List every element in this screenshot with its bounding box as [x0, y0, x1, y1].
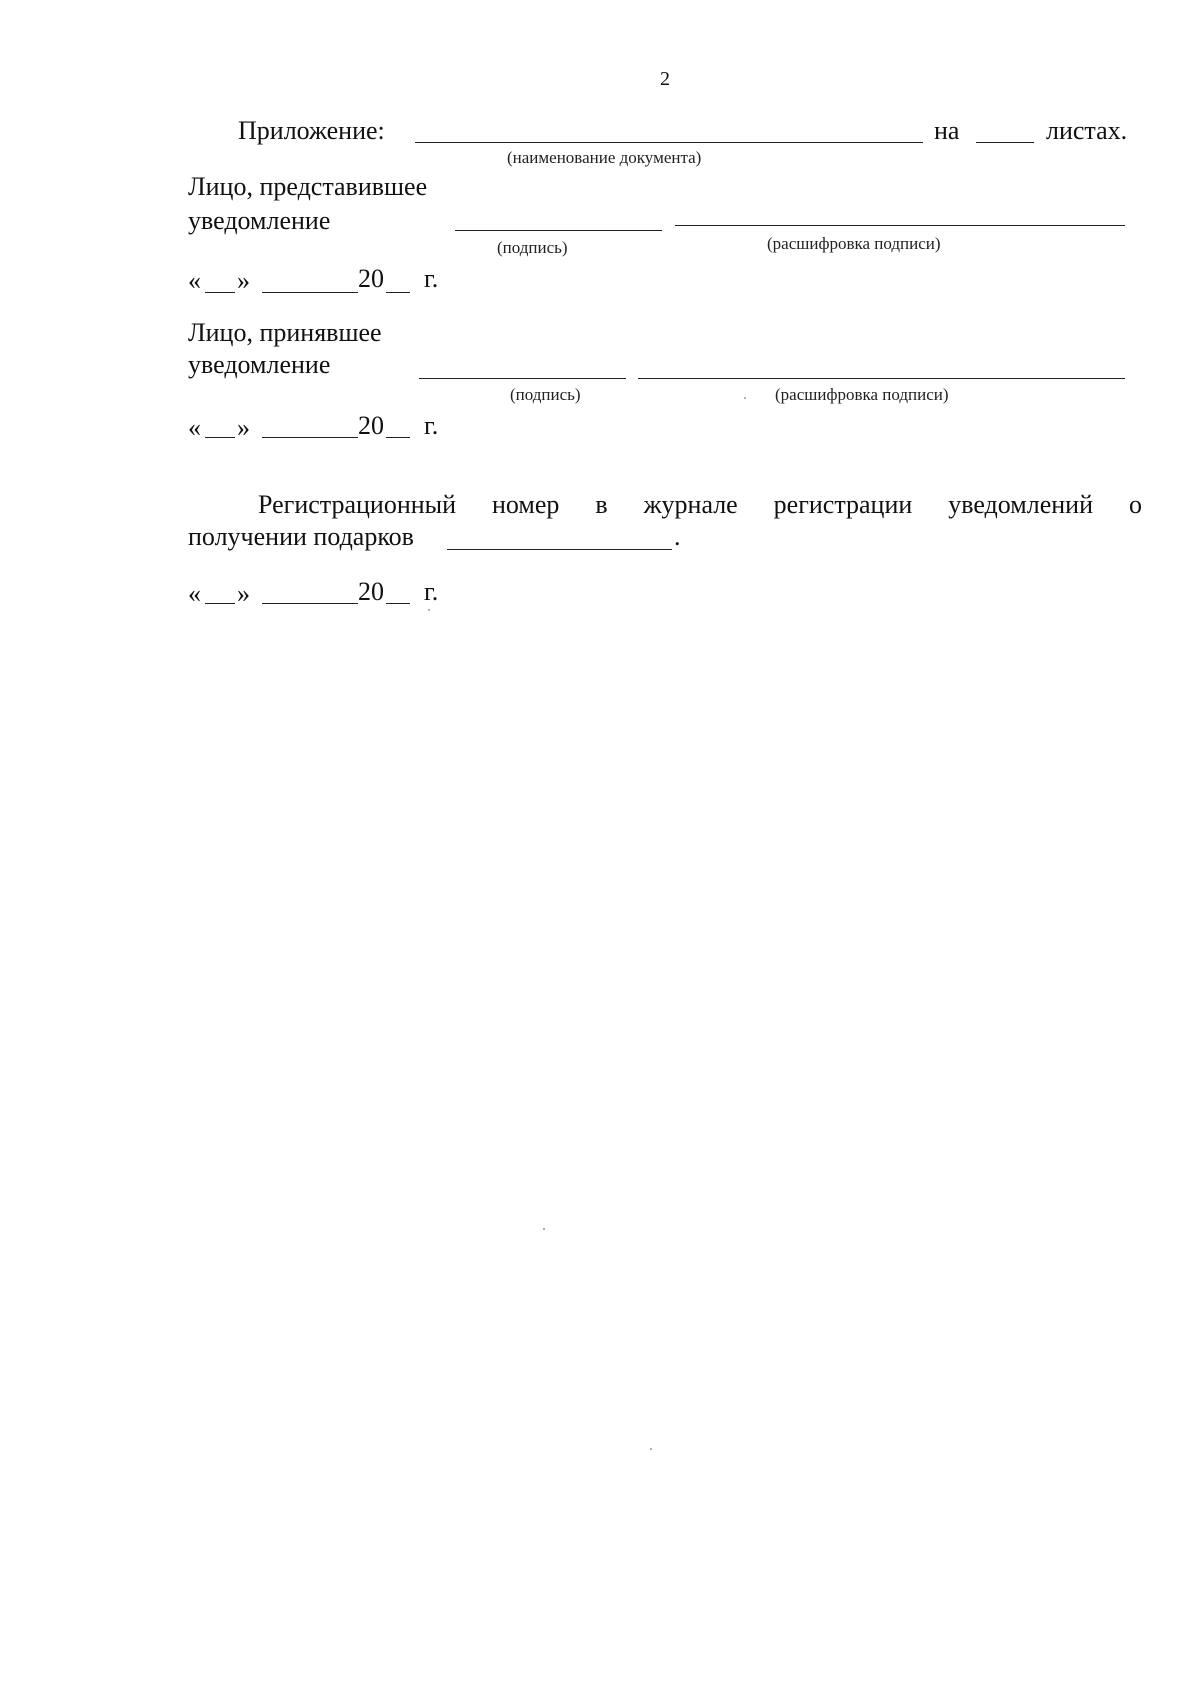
- registration-word: регистрации: [773, 490, 913, 519]
- attachment-on-label: на: [934, 116, 960, 145]
- registration-word: номер: [491, 490, 560, 519]
- receiver-date-day-line[interactable]: [205, 437, 235, 438]
- submitter-signature-line[interactable]: [455, 230, 662, 231]
- registration-line2-end: .: [674, 522, 681, 551]
- attachment-sheets-label: листах.: [1046, 116, 1128, 145]
- registration-word: Регистрационный: [258, 490, 457, 519]
- registration-word: уведомлений: [948, 490, 1093, 519]
- submitter-date-day-line[interactable]: [205, 292, 235, 293]
- registration-word: о: [1128, 490, 1142, 519]
- registration-date-close-quote: »: [237, 579, 250, 608]
- registration-word: журнале: [643, 490, 738, 519]
- registration-date-year-prefix: 20: [358, 577, 384, 606]
- receiver-date-year-suffix: г.: [424, 411, 439, 440]
- submitter-date-year-prefix: 20: [358, 264, 384, 293]
- registration-line2-text: получении подарков: [188, 522, 414, 551]
- registration-word: в: [595, 490, 608, 519]
- attachment-sheets-count-line[interactable]: [976, 142, 1034, 143]
- document-name-caption: (наименование документа): [507, 148, 702, 167]
- receiver-decoding-line[interactable]: [638, 378, 1125, 379]
- receiver-signature-caption: (подпись): [510, 385, 581, 404]
- attachment-document-line[interactable]: [415, 142, 923, 143]
- registration-line1: [258, 490, 1142, 520]
- scan-speck: [428, 609, 430, 611]
- receiver-decoding-caption: (расшифровка подписи): [775, 385, 949, 404]
- registration-number-line[interactable]: [447, 549, 672, 550]
- registration-date-year-line[interactable]: [386, 603, 410, 604]
- registration-date-open-quote: «: [188, 579, 201, 608]
- scan-speck: [744, 397, 746, 399]
- page-number: 2: [660, 68, 670, 90]
- receiver-date-month-line[interactable]: [262, 437, 358, 438]
- submitter-date-close-quote: »: [237, 266, 250, 295]
- submitter-decoding-line[interactable]: [675, 225, 1125, 226]
- attachment-label: Приложение:: [238, 116, 385, 145]
- submitter-date-year-suffix: г.: [424, 264, 439, 293]
- receiver-signature-line[interactable]: [419, 378, 626, 379]
- submitter-decoding-caption: (расшифровка подписи): [767, 234, 941, 253]
- receiver-date-year-prefix: 20: [358, 411, 384, 440]
- registration-date-year-suffix: г.: [424, 577, 439, 606]
- receiver-date-year-line[interactable]: [386, 437, 410, 438]
- registration-date-day-line[interactable]: [205, 603, 235, 604]
- receiver-label-line2: уведомление: [188, 350, 331, 379]
- submitter-date-year-line[interactable]: [386, 292, 410, 293]
- receiver-date-open-quote: «: [188, 413, 201, 442]
- receiver-label-line1: Лицо, принявшее: [188, 318, 382, 347]
- receiver-date-close-quote: »: [237, 413, 250, 442]
- scan-speck: [543, 1228, 545, 1230]
- submitter-date-open-quote: «: [188, 266, 201, 295]
- registration-date-month-line[interactable]: [262, 603, 358, 604]
- scan-speck: [650, 1448, 652, 1450]
- submitter-signature-caption: (подпись): [497, 238, 568, 257]
- submitter-label-line2: уведомление: [188, 206, 331, 235]
- submitter-label-line1: Лицо, представившее: [188, 172, 428, 201]
- submitter-date-month-line[interactable]: [262, 292, 358, 293]
